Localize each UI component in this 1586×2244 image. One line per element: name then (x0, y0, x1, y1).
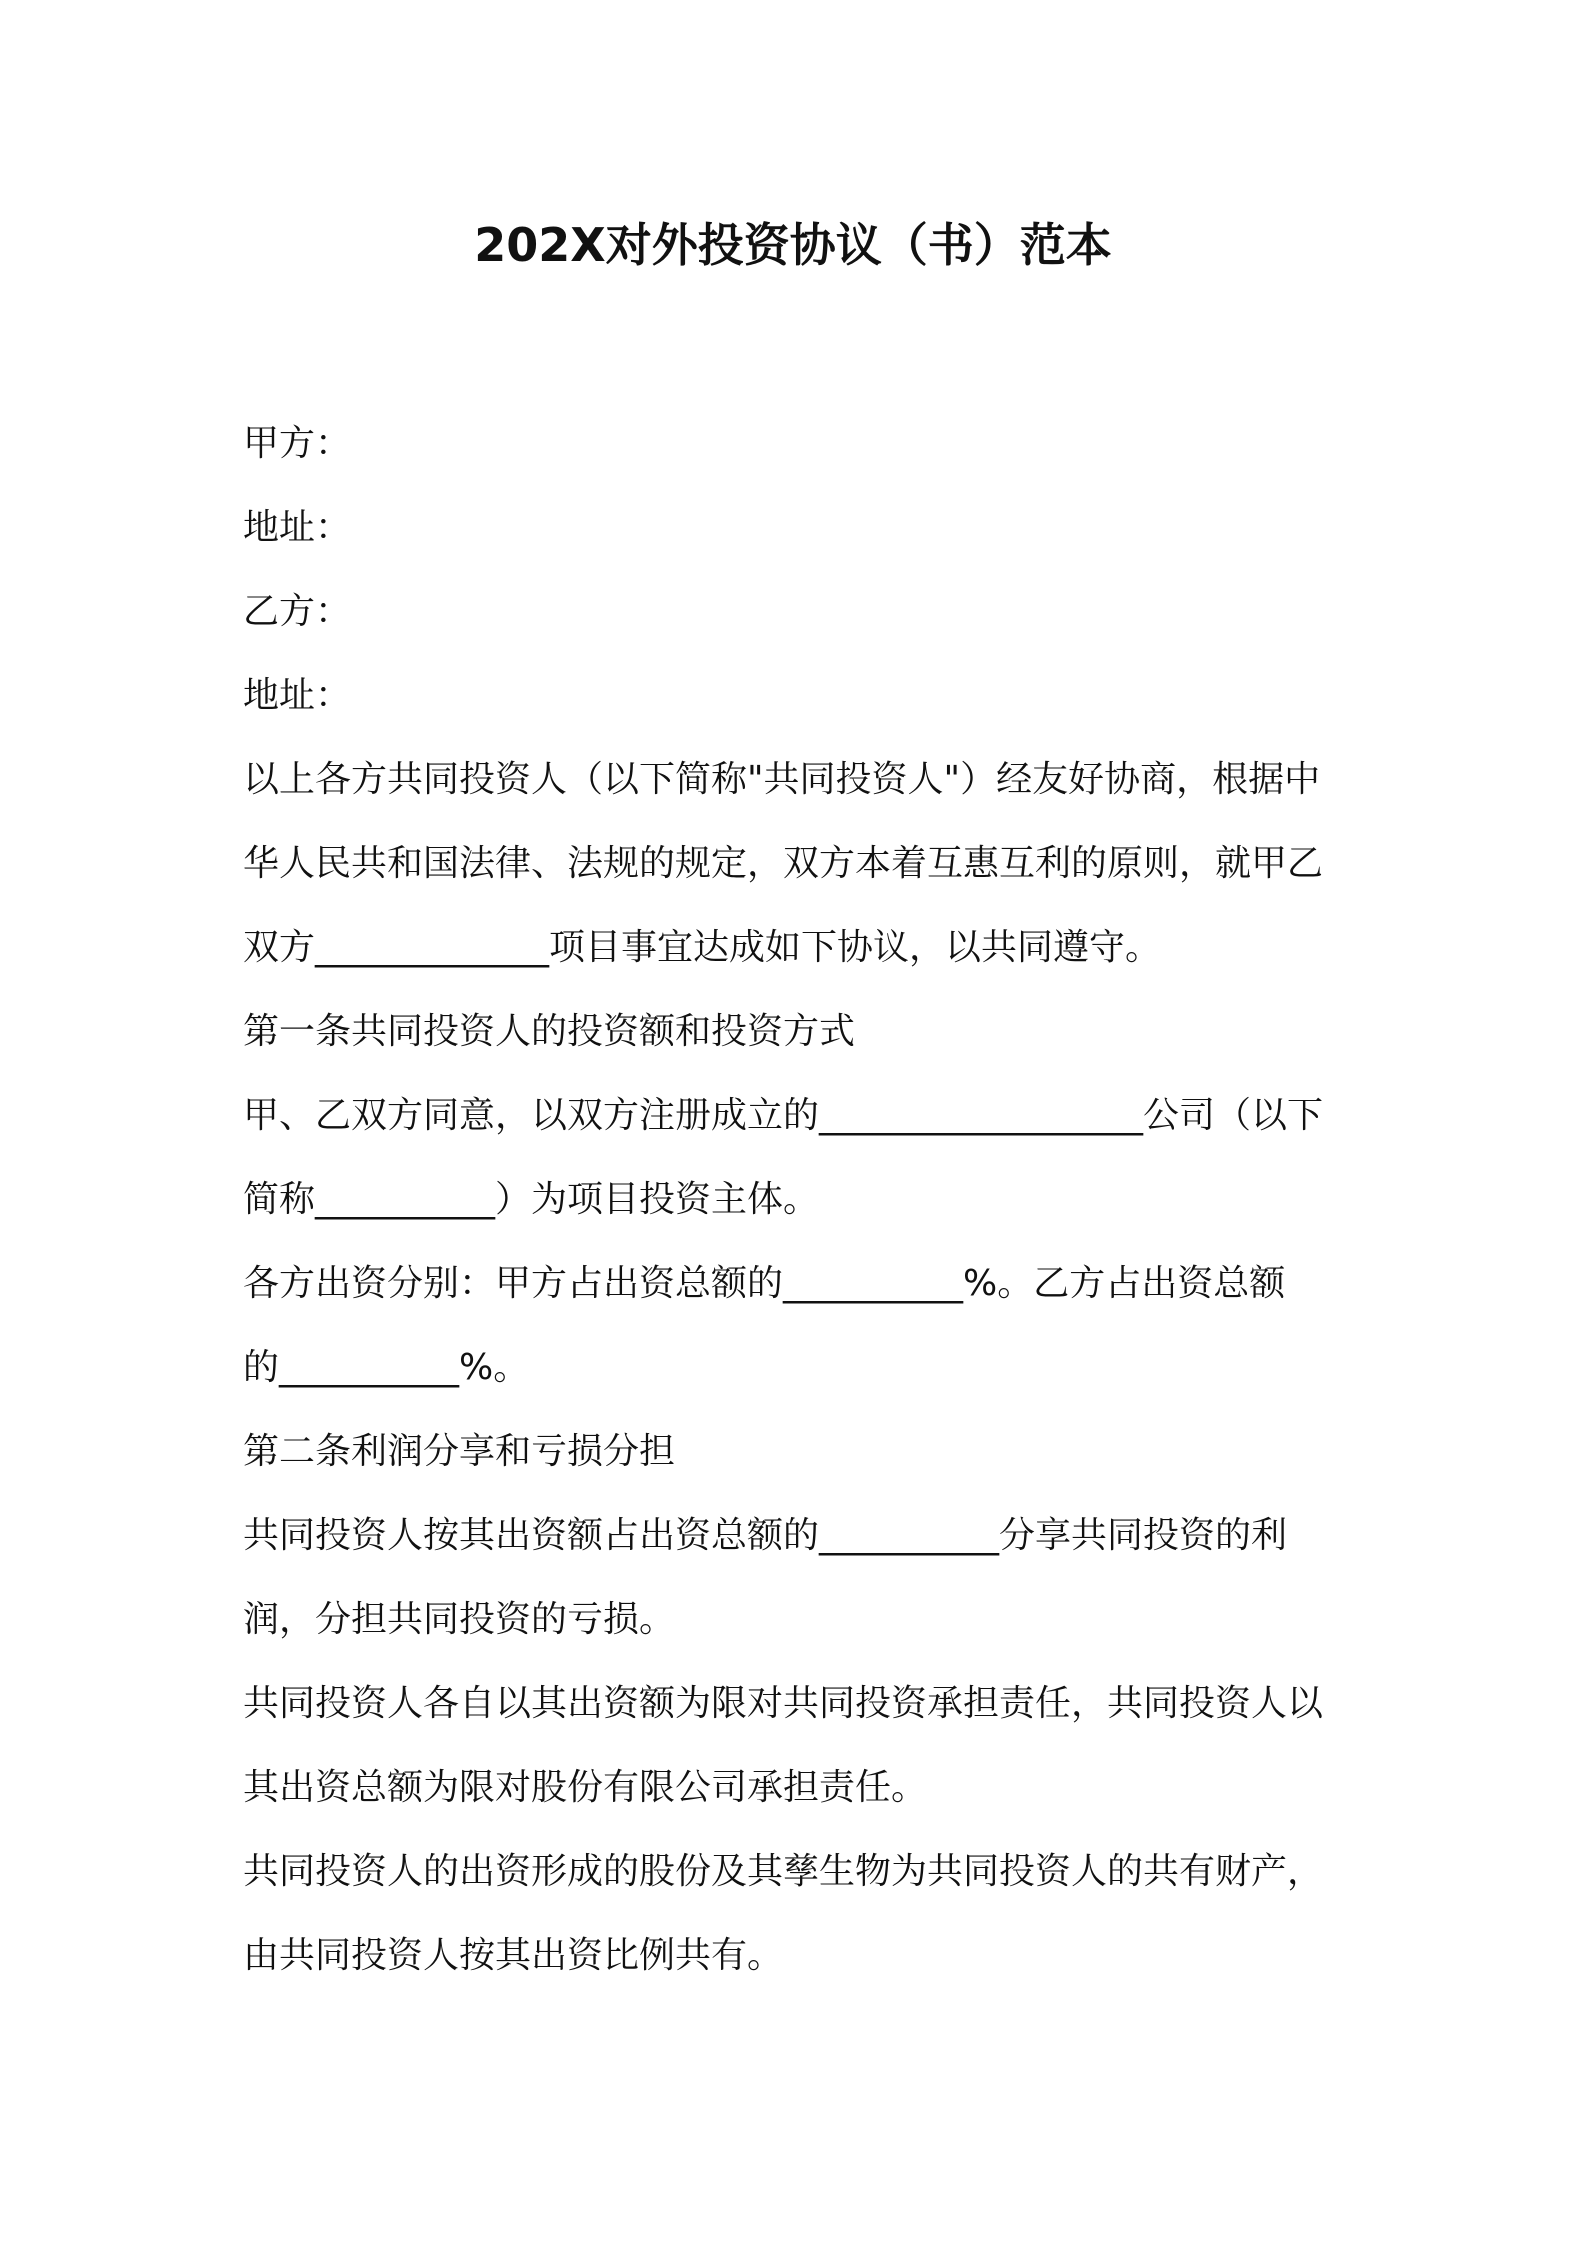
article-1-heading: 第一条共同投资人的投资额和投资方式 (243, 1011, 856, 1052)
article-1-text: 各方出资分别：甲方占出资总额的__________%。乙方占出资总额 (243, 1263, 1286, 1304)
article-2-text: 润，分担共同投资的亏损。 (243, 1599, 676, 1640)
article-2-text: 共同投资人的出资形成的股份及其孳生物为共同投资人的共有财产， (243, 1851, 1324, 1892)
article-2-text: 其出资总额为限对股份有限公司承担责任。 (243, 1767, 928, 1808)
article-2-text: 共同投资人按其出资额占出资总额的__________分享共同投资的利 (243, 1515, 1288, 1556)
preamble-line: 双方_____________项目事宜达成如下协议，以共同遵守。 (243, 927, 1162, 968)
party-b-label: 乙方： (243, 591, 352, 632)
document-title: 202X对外投资协议（书）范本 (474, 218, 1112, 272)
article-2-text: 共同投资人各自以其出资额为限对共同投资承担责任，共同投资人以 (243, 1683, 1324, 1724)
party-a-label: 甲方： (243, 423, 352, 464)
preamble-line: 以上各方共同投资人（以下简称"共同投资人"）经友好协商，根据中 (243, 759, 1321, 800)
article-1-text: 简称__________）为项目投资主体。 (243, 1179, 820, 1220)
party-a-address-label: 地址： (243, 507, 352, 548)
document-body (243, 402, 1355, 1998)
party-b-address-label: 地址： (243, 675, 352, 716)
article-2-text: 由共同投资人按其出资比例共有。 (243, 1935, 784, 1976)
article-1-text: 甲、乙双方同意，以双方注册成立的__________________公司（以下 (243, 1095, 1324, 1136)
preamble-line: 华人民共和国法律、法规的规定，双方本着互惠互利的原则，就甲乙 (243, 843, 1324, 884)
article-1-text: 的__________%。 (243, 1347, 530, 1388)
article-2-heading: 第二条利润分享和亏损分担 (243, 1431, 676, 1472)
